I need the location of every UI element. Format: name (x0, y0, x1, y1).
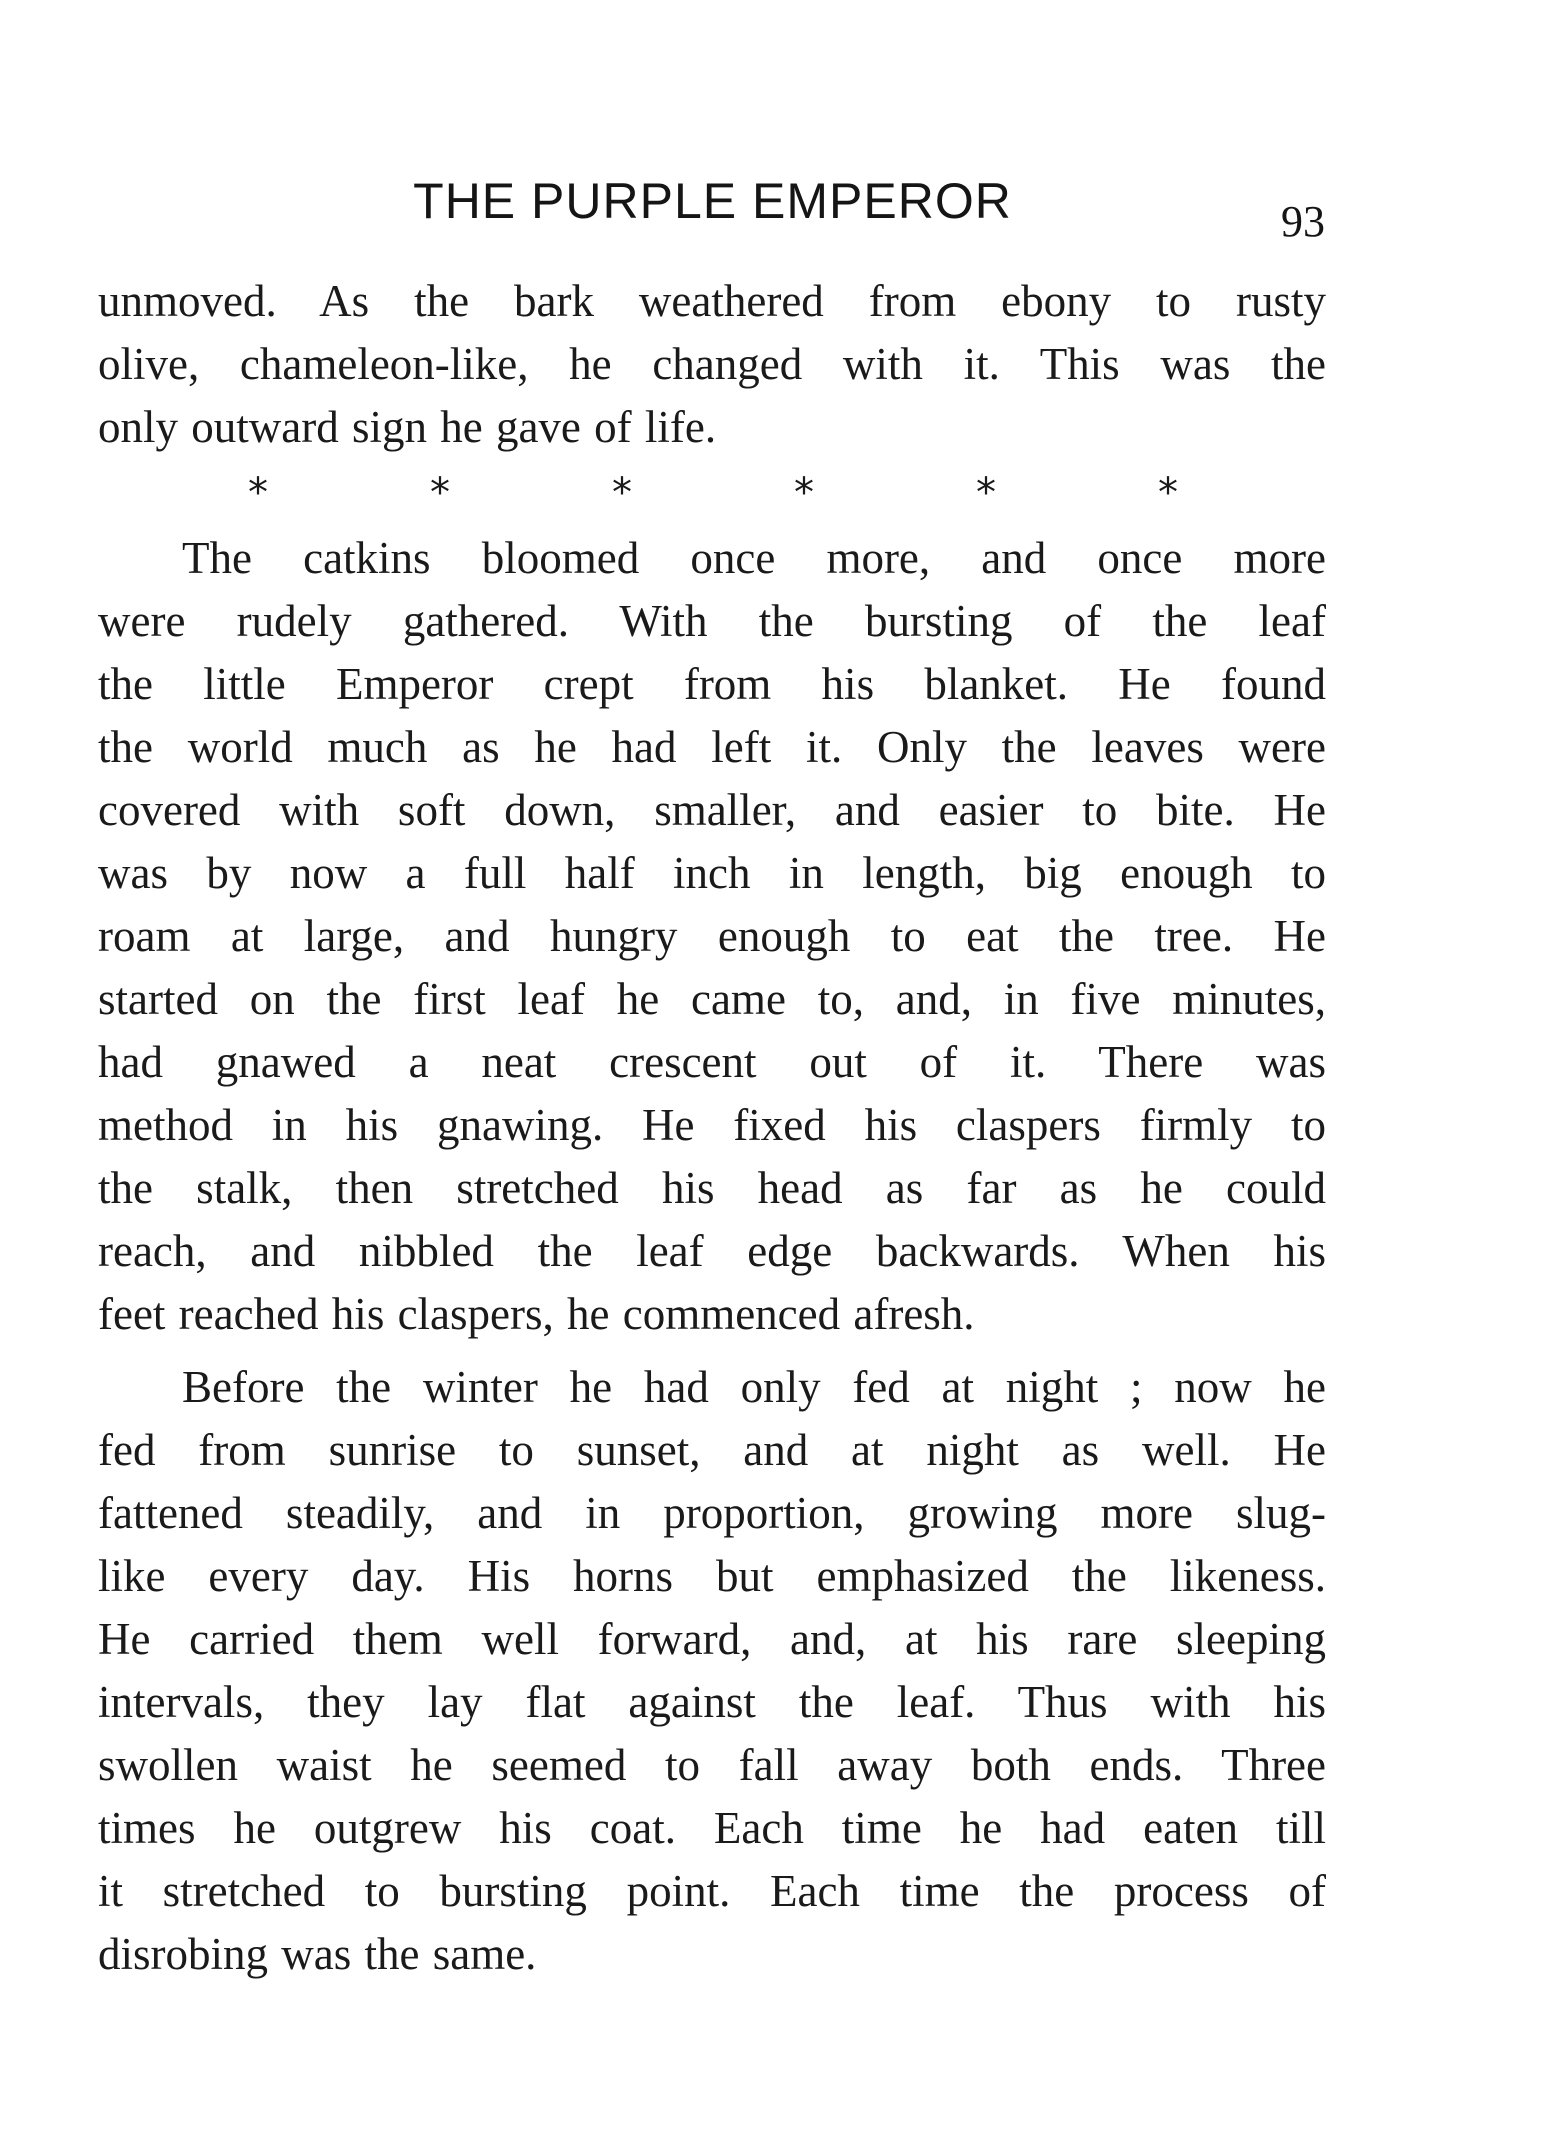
text-line: The catkins bloomed once more, and once more (182, 533, 1326, 583)
text-line: olive, chameleon-like, he changed with it. This was the (98, 339, 1326, 389)
text-line: swollen waist he seemed to fall away both ends. Three (98, 1740, 1326, 1790)
page-number: 93 (1281, 197, 1325, 246)
paragraph-winter (98, 1356, 1326, 1986)
text-line: only outward sign he gave of life. (98, 402, 717, 452)
text-line: it stretched to bursting point. Each time the process of (98, 1866, 1326, 1916)
text-line: fed from sunrise to sunset, and at night as well. He (98, 1425, 1326, 1475)
text-line: feet reached his claspers, he commenced afresh. (98, 1289, 975, 1339)
paragraph-gap (98, 1346, 1326, 1356)
text-line: like every day. His horns but emphasized the likeness. (98, 1551, 1326, 1601)
text-line: the world much as he had left it. Only the leaves were (98, 722, 1326, 772)
text-line: unmoved. As the bark weathered from ebony to rusty (98, 276, 1326, 326)
text-line: the stalk, then stretched his head as far as he could (98, 1163, 1326, 1213)
opening-paragraph (98, 270, 1326, 459)
text-line: fattened steadily, and in proportion, growing more slug- (98, 1488, 1326, 1538)
text-line: intervals, they lay flat against the leaf. Thus with his (98, 1677, 1326, 1727)
asterisk-glyph: * (248, 470, 268, 516)
text-line: He carried them well forward, and, at his rare sleeping (98, 1614, 1326, 1664)
asterisk-glyph: * (1158, 470, 1178, 516)
running-title: THE PURPLE EMPEROR (413, 173, 1012, 229)
text-line: started on the first leaf he came to, and, in five minutes, (98, 974, 1326, 1024)
text-line: disrobing was the same. (98, 1929, 537, 1979)
text-line: had gnawed a neat crescent out of it. There was (98, 1037, 1326, 1087)
asterisk-glyph: * (430, 470, 450, 516)
asterisk-glyph: * (612, 470, 632, 516)
asterisk-glyph: * (976, 470, 996, 516)
text-line: times he outgrew his coat. Each time he had eaten till (98, 1803, 1326, 1853)
body-text (98, 270, 1326, 1986)
text-line: were rudely gathered. With the bursting of the leaf (98, 596, 1326, 646)
text-line: covered with soft down, smaller, and easier to bite. He (98, 785, 1326, 835)
text-line: was by now a full half inch in length, big enough to (98, 848, 1326, 898)
text-line: method in his gnawing. He fixed his claspers firmly to (98, 1100, 1326, 1150)
text-line: the little Emperor crept from his blanket. He found (98, 659, 1326, 709)
text-line: roam at large, and hungry enough to eat the tree. He (98, 911, 1326, 961)
section-break (248, 459, 1178, 527)
asterisk-glyph: * (794, 470, 814, 516)
paragraph-catkins (98, 527, 1326, 1346)
text-line: Before the winter he had only fed at night ; now he (182, 1362, 1326, 1412)
text-line: reach, and nibbled the leaf edge backwards. When his (98, 1226, 1326, 1276)
running-head (100, 172, 1325, 246)
